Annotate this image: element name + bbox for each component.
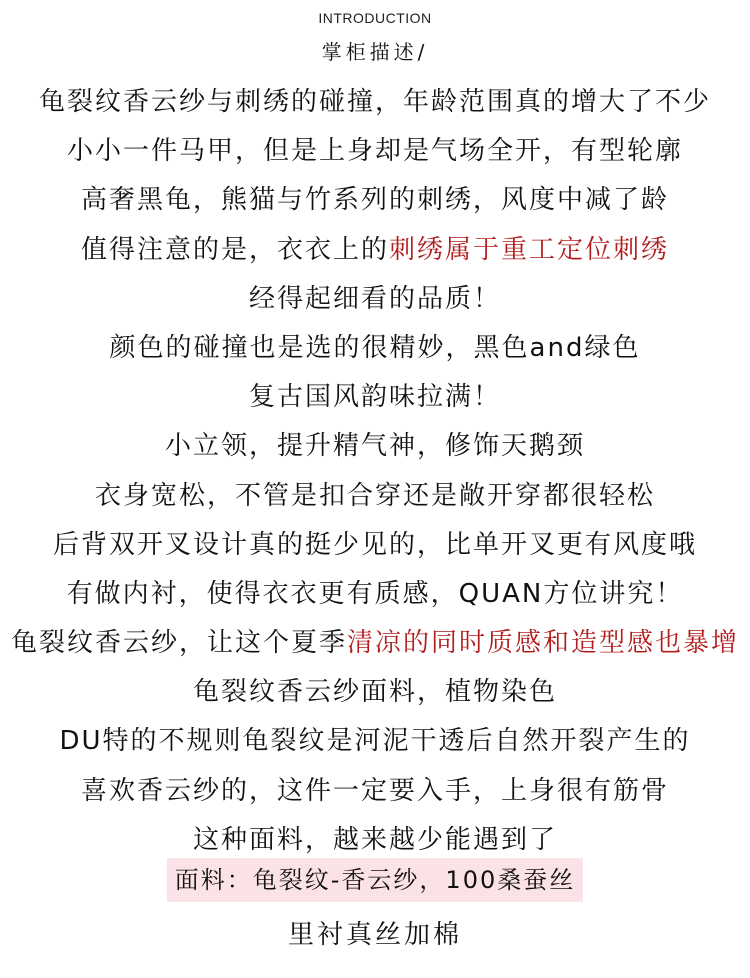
line-highlight: 刺绣属于重工定位刺绣 bbox=[389, 234, 670, 265]
description-line bbox=[0, 668, 750, 717]
line-highlight: 清凉的同时质感和造型感也暴增 bbox=[347, 628, 740, 659]
intro-heading: INTRODUCTION bbox=[318, 10, 432, 26]
line-text: 经得起细看的品质！ bbox=[248, 283, 501, 314]
line-text: 高奢黑龟，熊猫与竹系列的刺绣，风度中减了龄 bbox=[80, 185, 669, 216]
description-line bbox=[0, 127, 750, 176]
line-text: 小小一件马甲，但是上身却是气场全开，有型轮廓 bbox=[66, 136, 683, 167]
description-line bbox=[0, 226, 750, 275]
description-line bbox=[0, 767, 750, 816]
description-line bbox=[0, 717, 750, 766]
description-line bbox=[0, 619, 750, 668]
description-line bbox=[0, 275, 750, 324]
line-text: 值得注意的是，衣衣上的 bbox=[80, 234, 389, 265]
line-text: 复古国风韵味拉满！ bbox=[248, 382, 501, 413]
line-text: DU特的不规则龟裂纹是河泥干透后自然开裂产生的 bbox=[59, 726, 691, 757]
line-text: 后背双开叉设计真的挺少见的，比单开叉更有风度哦 bbox=[52, 529, 697, 560]
description-lines bbox=[0, 78, 750, 865]
fabric-label: 面料：龟裂纹-香云纱，100桑蚕丝 bbox=[167, 858, 583, 902]
description-line bbox=[0, 570, 750, 619]
line-text: 龟裂纹香云纱，让这个夏季 bbox=[10, 628, 347, 659]
description-line bbox=[0, 521, 750, 570]
description-line bbox=[0, 422, 750, 471]
fabric-row bbox=[0, 858, 750, 902]
line-text: 有做内衬，使得衣衣更有质感，QUAN方位讲究！ bbox=[66, 578, 684, 609]
description-line bbox=[0, 373, 750, 422]
line-text: 这种面料，越来越少能遇到了 bbox=[192, 824, 557, 855]
line-text: 颜色的碰撞也是选的很精妙，黑色and绿色 bbox=[109, 332, 641, 363]
line-text: 衣身宽松，不管是扣合穿还是敞开穿都很轻松 bbox=[94, 480, 655, 511]
lining-label: 里衬真丝加棉 bbox=[287, 920, 462, 950]
line-text: 龟裂纹香云纱与刺绣的碰撞，年龄范围真的增大了不少 bbox=[38, 87, 711, 117]
description-line bbox=[0, 78, 750, 127]
description-line bbox=[0, 176, 750, 225]
description-line bbox=[0, 472, 750, 521]
description-line bbox=[0, 324, 750, 373]
line-text: 喜欢香云纱的，这件一定要入手，上身很有筋骨 bbox=[80, 775, 669, 806]
line-text: 龟裂纹香云纱面料，植物染色 bbox=[192, 677, 557, 708]
line-text: 小立领，提升精气神，修饰天鹅颈 bbox=[164, 431, 585, 462]
section-subtitle: 掌柜描述/ bbox=[321, 40, 429, 64]
